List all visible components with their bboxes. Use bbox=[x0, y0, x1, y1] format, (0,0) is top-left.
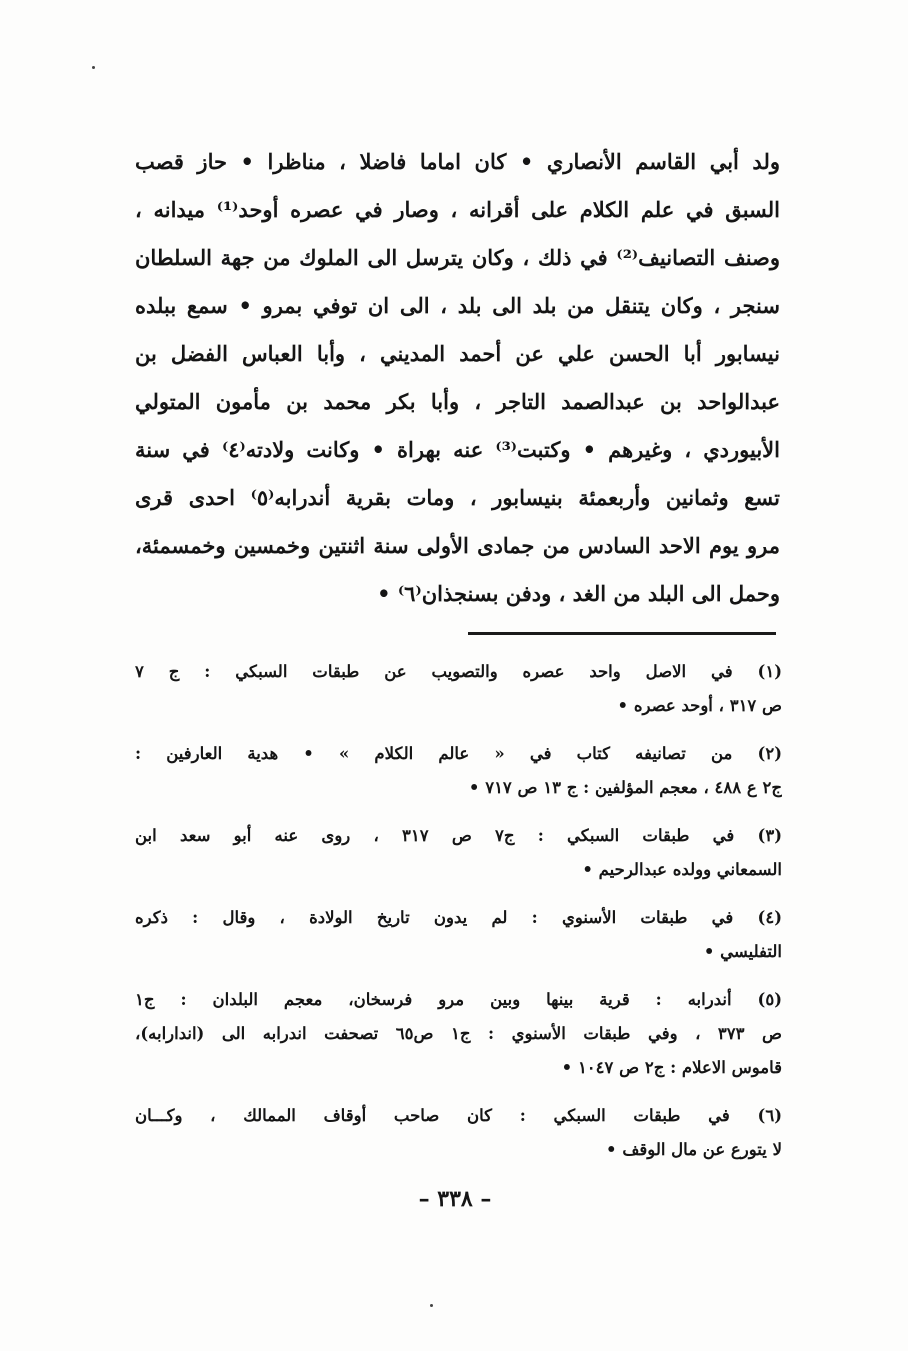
body-line: سنجر ، وكان يتنقل من بلد الى بلد ، الى ان توفي بمرو • سمع ببلده bbox=[135, 293, 780, 318]
footnote-line: ج٢ ع ٤٨٨ ، معجم المؤلفين : ج ١٣ ص ٧١٧ • bbox=[468, 778, 782, 797]
body-line: عبدالواحد بن عبدالصمد التاجر ، وأبا بكر محمد بن مأمون المتولي bbox=[135, 389, 780, 414]
body-line: تسع وثمانين وأربعمئة بنيسابور ، ومات بقرية أندرابه⁽٥⁾ احدى قرى bbox=[135, 485, 780, 510]
footnote-6 bbox=[135, 1099, 782, 1167]
footnote-line: ص ٣١٧ ، أوحد عصره • bbox=[617, 696, 782, 715]
body-line: ولد أبي القاسم الأنصاري • كان اماما فاضلا ، مناظرا • حاز قصب bbox=[135, 149, 780, 174]
body-line: وحمل الى البلد من الغد ، ودفن بسنجذان⁽٦⁾ • bbox=[377, 581, 780, 606]
footnotes-block bbox=[135, 655, 782, 1181]
footnote-1 bbox=[135, 655, 782, 723]
footnote-line: السمعاني وولده عبدالرحيم • bbox=[582, 860, 782, 879]
page-number: – ٣٣٨ – bbox=[418, 1186, 492, 1212]
footnote-line: (٦) في طبقات السبكي : كان صاحب أوقاف الممالك ، وكـــان bbox=[135, 1106, 782, 1125]
scan-speck bbox=[92, 66, 95, 69]
footnote-line: قاموس الاعلام : ج٢ ص ١٠٤٧ • bbox=[561, 1058, 782, 1077]
footnote-line: (٣) في طبقات السبكي : ج٧ ص ٣١٧ ، روى عنه أبو سعد ابن bbox=[135, 826, 782, 845]
footnote-line: (١) في الاصل واحد عصره والتصويب عن طبقات السبكي : ج ٧ bbox=[135, 662, 782, 681]
footnote-line: لا يتورع عن مال الوقف • bbox=[606, 1140, 782, 1159]
scan-speck bbox=[430, 1304, 433, 1307]
body-line: السبق في علم الكلام على أقرانه ، وصار في عصره أوحد⁽¹⁾ ميدانه ، bbox=[135, 197, 780, 222]
footnote-line: ص ٣٧٣ ، وفي طبقات الأسنوي : ج١ ص٦٥ تصحفت اندرابه الى (اندارابه)، bbox=[135, 1024, 782, 1043]
footnote-line: التفليسي • bbox=[703, 942, 782, 961]
footnote-line: (٤) في طبقات الأسنوي : لم يدون تاريخ الولادة ، وقال : ذكره bbox=[135, 908, 782, 927]
body-line: مرو يوم الاحد السادس من جمادى الأولى سنة اثنتين وخمسين وخمسمئة، bbox=[135, 533, 780, 558]
footnote-5 bbox=[135, 983, 782, 1085]
footnote-line: (٢) من تصانيفه كتاب في « عالم الكلام » • هدية العارفين : bbox=[135, 744, 782, 763]
footnote-3 bbox=[135, 819, 782, 887]
body-line: الأبيوردي ، وغيرهم • وكتبت⁽³⁾ عنه بهراة • وكانت ولادته⁽٤⁾ في سنة bbox=[135, 437, 780, 462]
body-line: نيسابور أبا الحسن علي عن أحمد المديني ، وأبا العباس الفضل بن bbox=[135, 341, 780, 366]
footnote-separator bbox=[468, 632, 776, 635]
body-line: وصنف التصانيف⁽²⁾ في ذلك ، وكان يترسل الى الملوك من جهة السلطان bbox=[135, 245, 780, 270]
footnote-line: (٥) أندرابه : قرية بينها وبين مرو فرسخان، معجم البلدان : ج١ bbox=[135, 990, 782, 1009]
footnote-2 bbox=[135, 737, 782, 805]
footnote-4 bbox=[135, 901, 782, 969]
main-text-block bbox=[135, 138, 780, 618]
